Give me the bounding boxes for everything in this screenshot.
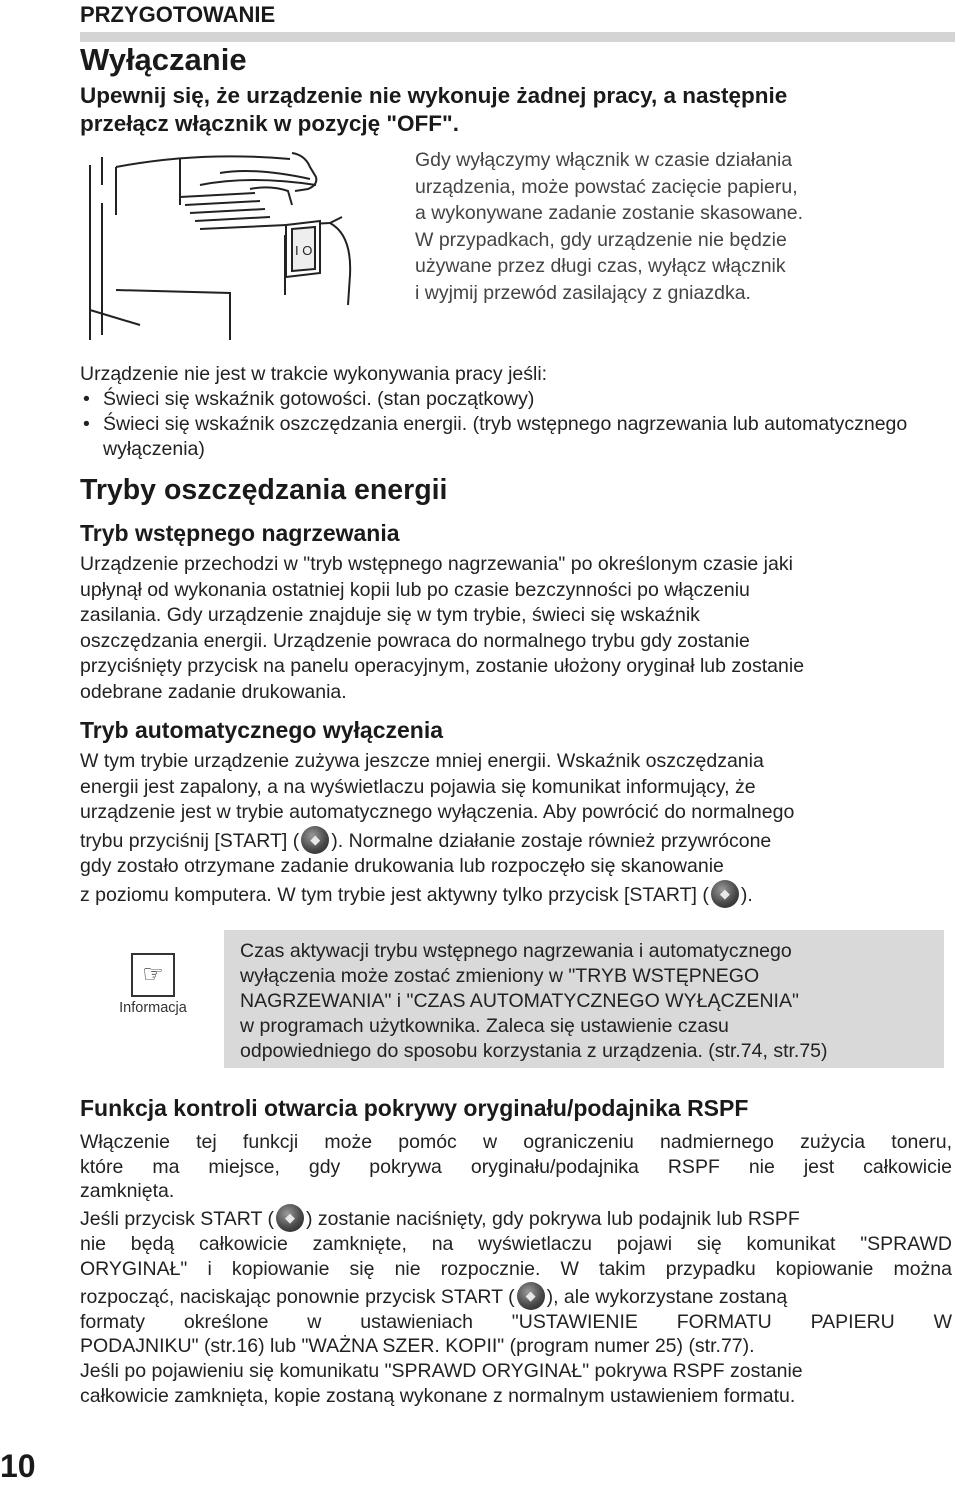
text-line: z poziomu komputera. W tym trybie jest aktywny tylko przycisk [START] (◆ ). <box>80 880 955 909</box>
text-line: gdy zostało otrzymane zadanie drukowania lub rozpoczęło się skanowanie <box>80 855 724 877</box>
rspf-description <box>80 1130 952 1408</box>
text-line: PODAJNIKU" (str.16) lub "WAŻNA SZER. KOPII" (program numer 25) (str.77). <box>80 1335 755 1358</box>
note-line: urządzenia, może powstać zacięcie papieru, <box>415 175 798 198</box>
text-line: oszczędzania energii. Urządzenie powraca do normalnego trybu gdy zostanie <box>80 629 750 652</box>
text-line: odebrane zadanie drukowania. <box>80 680 347 703</box>
power-switch-illustration <box>80 145 370 345</box>
bullet-icon: • <box>83 388 90 410</box>
note-line: W przypadkach, gdy urządzenie nie będzie <box>415 228 787 251</box>
header-divider <box>80 32 955 42</box>
section-header: PRZYGOTOWANIE <box>80 2 276 27</box>
info-icon-panel <box>82 930 224 1068</box>
text-line: NAGRZEWANIA" i "CZAS AUTOMATYCZNEGO WYŁĄCZENIA" <box>240 990 799 1012</box>
text-line: W tym trybie urządzenie zużywa jeszcze mniej energii. Wskaźnik oszczędzania <box>80 750 764 772</box>
start-button-icon <box>301 826 329 854</box>
text-line: wyłączenia może zostać zmieniony w "TRYB WSTĘPNEGO <box>240 965 760 987</box>
heading-auto-off-mode: Tryb automatycznego wyłączenia <box>80 717 444 743</box>
text-line: rozpocząć, naciskając ponownie przycisk START (◆ ), ale wykorzystane zostaną <box>80 1282 952 1310</box>
text-line: Jeśli po pojawieniu się komunikatu "SPRAWD ORYGINAŁ" pokrywa RSPF zostanie <box>80 1359 803 1382</box>
info-note-box <box>82 930 944 1068</box>
text-line: ORYGINAŁ" i kopiowanie się nie rozpocznie. W takim przypadku kopiowanie można <box>80 1257 952 1280</box>
text-line: które ma miejsce, gdy pokrywa oryginału/podajnika RSPF nie jest całkowicie <box>80 1155 952 1178</box>
start-button-icon <box>517 1282 545 1310</box>
text-line: upłynął od wykonania ostatniej kopii lub po czasie bezczynności po włączeniu <box>80 578 750 601</box>
page-number: 10 <box>0 1448 36 1484</box>
text-line: odpowiedniego do sposobu korzystania z urządzenia. (str.74, str.75) <box>240 1040 828 1062</box>
heading-energy-modes: Tryby oszczędzania energii <box>80 474 448 506</box>
start-button-icon <box>276 1204 304 1232</box>
info-text <box>240 939 930 1064</box>
note-line: używane przez długi czas, wyłącz włącznik <box>415 255 786 277</box>
intro-line: Upewnij się, że urządzenie nie wykonuje żadnej pracy, a następnie <box>80 83 788 108</box>
pointing-hand-icon: ☞ <box>131 953 175 997</box>
heading-rspf-cover-check: Funkcja kontroli otwarcia pokrywy oryginału/podajnika RSPF <box>80 1095 749 1121</box>
heading-switch-off: Wyłączanie <box>80 42 247 77</box>
heading-preheat-mode: Tryb wstępnego nagrzewania <box>80 520 400 546</box>
text-line: formaty określone w ustawieniach "USTAWIENIE FORMATU PAPIERU W <box>80 1310 952 1333</box>
note-line: Gdy wyłączymy włącznik w czasie działania <box>415 149 793 171</box>
switch-marks: I O <box>295 243 313 258</box>
text-line: energii jest zapalony, a na wyświetlaczu pojawia się komunikat informujący, że <box>80 775 756 798</box>
text-line: Włączenie tej funkcji może pomóc w ograniczeniu nadmiernego zużycia toneru, <box>80 1131 952 1153</box>
text-line: zasilania. Gdy urządzenie znajduje się w tym trybie, świeci się wskaźnik <box>80 604 700 626</box>
preheat-description <box>80 552 955 705</box>
text-line: nie będą całkowicie zamknięte, na wyświetlaczu pojawi się komunikat "SPRAWD <box>80 1233 952 1256</box>
text-line: całkowicie zamknięta, kopie zostaną wykonane z normalnym ustawieniem formatu. <box>80 1384 796 1407</box>
note-line: i wyjmij przewód zasilający z gniazdka. <box>415 281 751 304</box>
text-line: przyciśnięty przycisk na panelu operacyjnym, zostanie ułożony oryginał lub zostanie <box>80 655 805 677</box>
switch-off-warning <box>415 147 935 306</box>
start-button-icon <box>711 880 739 908</box>
text-line: trybu przyciśnij [START] (◆ ). Normalne działanie zostaje również przywrócone <box>80 826 955 855</box>
idle-conditions <box>80 362 940 462</box>
text-line: w programach użytkownika. Zaleca się ustawienie czasu <box>240 1015 729 1037</box>
bullet-icon: • <box>83 413 90 435</box>
text-line: Urządzenie przechodzi w "tryb wstępnego nagrzewania" po określonym czasie jaki <box>80 553 793 575</box>
auto-off-description <box>80 749 955 908</box>
idle-lead: Urządzenie nie jest w trakcie wykonywania pracy jeśli: <box>80 363 548 385</box>
list-item: • Świeci się wskaźnik oszczędzania energii. (tryb wstępnego nagrzewania lub automatycznego wyłączenia) <box>83 413 908 460</box>
info-label: Informacja <box>119 1000 187 1016</box>
note-line: a wykonywane zadanie zostanie skasowane. <box>415 202 804 224</box>
text-line: Czas aktywacji trybu wstępnego nagrzewania i automatycznego <box>240 940 792 962</box>
list-item: • Świeci się wskaźnik gotowości. (stan początkowy) <box>83 388 535 410</box>
switch-off-intro <box>80 82 940 138</box>
text-line: urządzenie jest w trybie automatycznego wyłączenia. Aby powrócić do normalnego <box>80 801 795 823</box>
text-line: zamknięta. <box>80 1180 175 1203</box>
intro-line: przełącz włącznik w pozycję "OFF". <box>80 111 459 136</box>
text-line: Jeśli przycisk START (◆ ) zostanie naciśnięty, gdy pokrywa lub podajnik lub RSPF <box>80 1204 952 1232</box>
